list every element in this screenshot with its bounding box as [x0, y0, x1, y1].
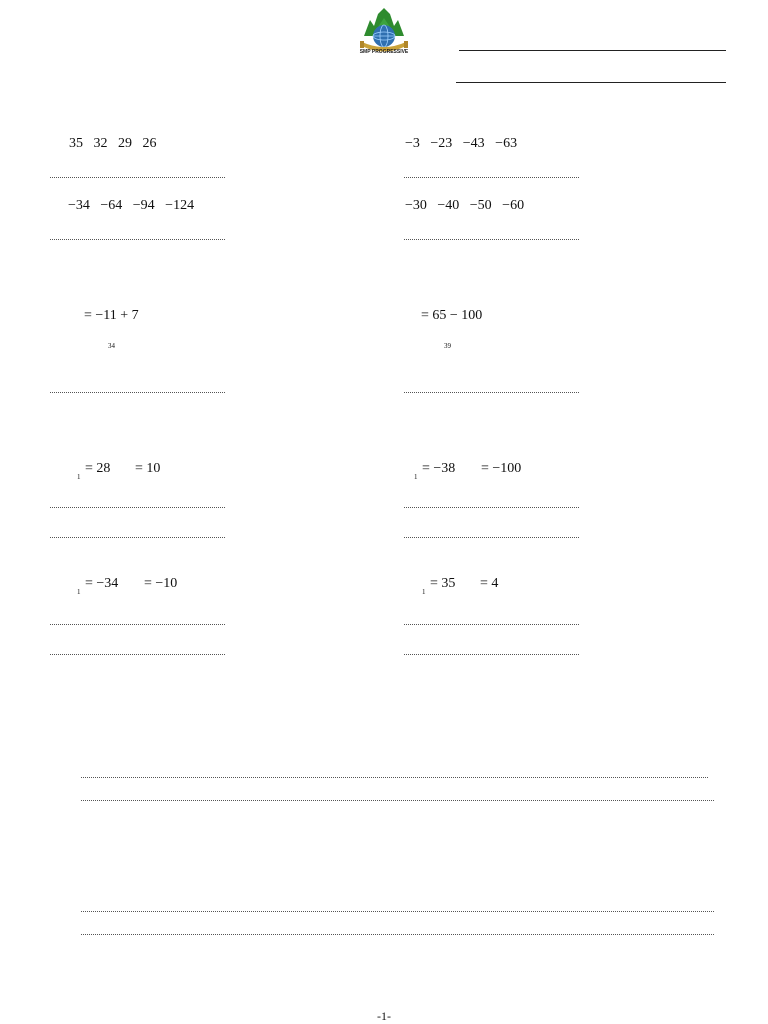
term-c-first: = −34 — [85, 576, 119, 591]
long-answer-line-2[interactable] — [81, 800, 714, 801]
answer-line-term-a-1[interactable] — [50, 507, 225, 508]
sequence-3: −34 −64 −94 −124 — [68, 198, 195, 213]
term-a-first: = 28 — [85, 461, 111, 476]
answer-line-term-a-2[interactable] — [50, 537, 225, 538]
term-a-second: = 10 — [135, 461, 161, 476]
term-d-subscript: 1 — [422, 588, 426, 596]
term-a-subscript: 1 — [77, 473, 81, 481]
term-d-second: = 4 — [480, 576, 499, 591]
term-b-subscript: 1 — [414, 473, 418, 481]
long-answer-line-3[interactable] — [81, 911, 714, 912]
answer-line-formula-left[interactable] — [50, 392, 225, 393]
name-line[interactable] — [459, 50, 726, 51]
formula-left-subscript: 34 — [108, 342, 115, 350]
school-crest-icon — [356, 6, 412, 56]
answer-line-term-d-2[interactable] — [404, 654, 579, 655]
answer-line-term-b-2[interactable] — [404, 537, 579, 538]
logo-caption: SMP PROGRESSIVE — [359, 49, 409, 55]
answer-line-seq-2[interactable] — [404, 177, 579, 178]
term-b-first: = −38 — [422, 461, 456, 476]
page-number: -1- — [377, 1009, 391, 1023]
answer-line-seq-3[interactable] — [50, 239, 225, 240]
answer-line-seq-1[interactable] — [50, 177, 225, 178]
long-answer-line-1[interactable] — [81, 777, 708, 778]
term-b-second: = −100 — [481, 461, 522, 476]
long-answer-line-4[interactable] — [81, 934, 714, 935]
term-d-first: = 35 — [430, 576, 456, 591]
answer-line-term-c-1[interactable] — [50, 624, 225, 625]
sequence-4: −30 −40 −50 −60 — [405, 198, 525, 213]
formula-left: = −11 + 7 — [84, 308, 139, 323]
formula-right-subscript: 39 — [444, 342, 451, 350]
answer-line-term-c-2[interactable] — [50, 654, 225, 655]
answer-line-term-b-1[interactable] — [404, 507, 579, 508]
formula-right: = 65 − 100 — [421, 308, 483, 323]
term-c-subscript: 1 — [77, 588, 81, 596]
term-c-second: = −10 — [144, 576, 178, 591]
sequence-1: 35 32 29 26 — [69, 136, 157, 151]
answer-line-formula-right[interactable] — [404, 392, 579, 393]
answer-line-seq-4[interactable] — [404, 239, 579, 240]
answer-line-term-d-1[interactable] — [404, 624, 579, 625]
class-line[interactable] — [456, 82, 726, 83]
sequence-2: −3 −23 −43 −63 — [405, 136, 518, 151]
